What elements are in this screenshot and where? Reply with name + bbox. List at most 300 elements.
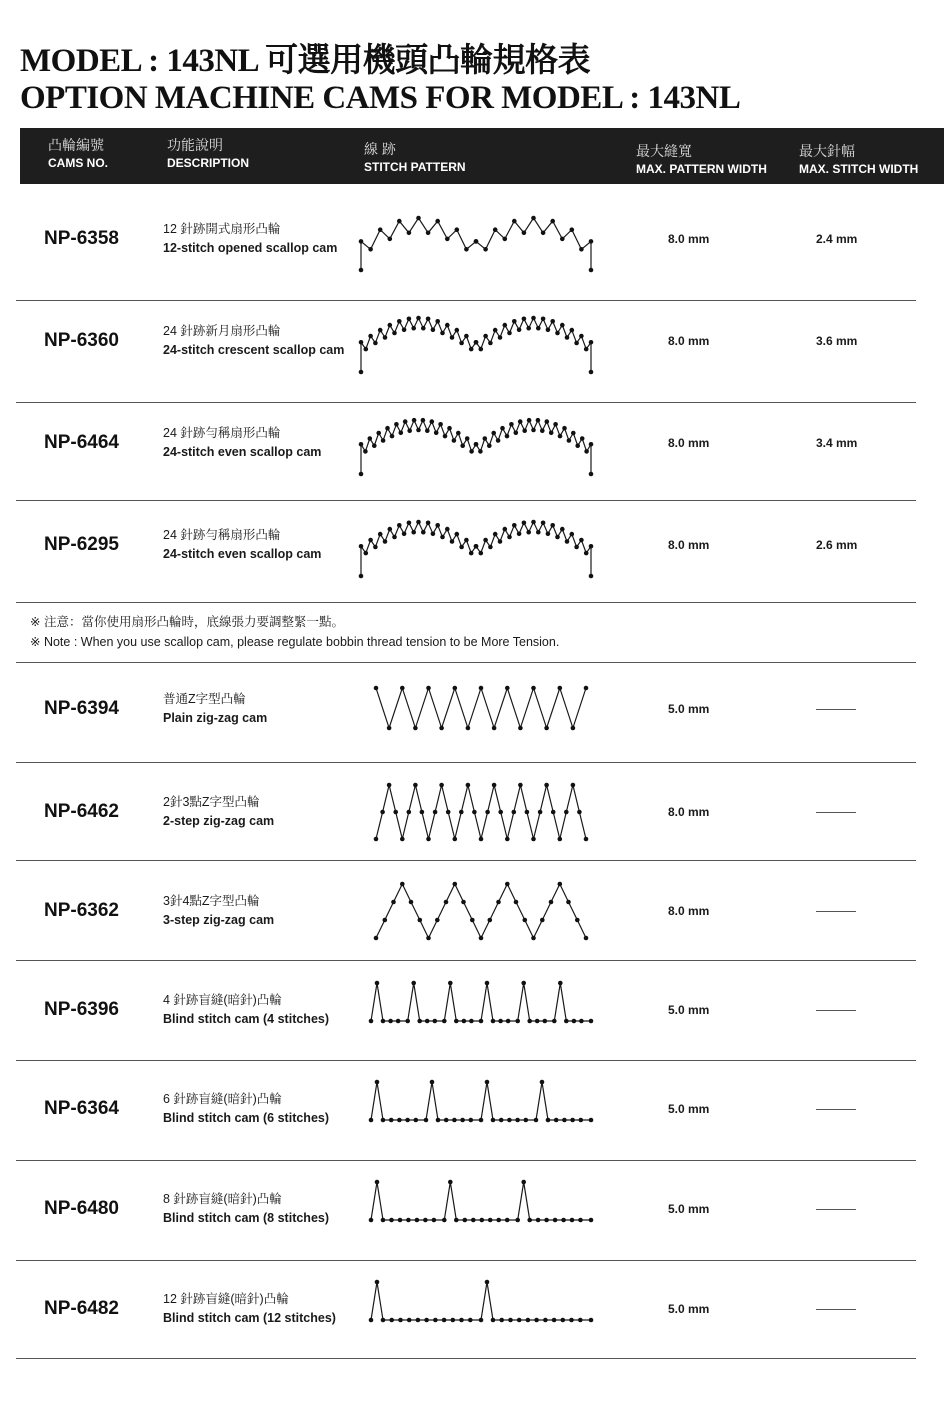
stitch-point xyxy=(491,1019,496,1024)
stitch-point xyxy=(359,239,364,244)
stitch-point xyxy=(375,1280,380,1285)
stitch-line xyxy=(371,1182,591,1220)
stitch-point xyxy=(454,1019,459,1024)
stitch-point xyxy=(491,431,496,436)
cam-description xyxy=(163,690,267,728)
stitch-point xyxy=(433,1318,438,1323)
stitch-point xyxy=(571,783,576,788)
stitch-pattern-blind-4 xyxy=(356,971,601,1051)
stitch-point xyxy=(560,323,565,328)
stitch-point xyxy=(374,837,379,842)
max-stitch-width: 2.6 mm xyxy=(816,538,858,552)
stitch-point xyxy=(558,434,563,439)
stitch-point xyxy=(526,530,531,535)
stitch-point xyxy=(444,900,449,905)
stitch-point xyxy=(561,1318,566,1323)
stitch-point xyxy=(565,539,570,544)
stitch-point xyxy=(369,1218,374,1223)
stitch-point xyxy=(503,527,508,532)
stitch-point xyxy=(469,449,474,454)
stitch-point xyxy=(375,981,380,986)
stitch-point xyxy=(584,347,589,352)
stitch-point xyxy=(562,426,567,431)
max-stitch-width: 3.4 mm xyxy=(816,436,858,450)
max-stitch-width xyxy=(816,1302,856,1316)
stitch-point xyxy=(409,900,414,905)
stitch-point xyxy=(397,219,402,224)
max-pattern-width: 8.0 mm xyxy=(668,334,710,348)
stitch-pattern-zigzag-3step xyxy=(356,872,601,952)
stitch-point xyxy=(499,1118,504,1123)
stitch-point xyxy=(421,326,426,331)
stitch-point xyxy=(498,810,503,815)
stitch-point xyxy=(558,686,563,691)
stitch-point xyxy=(388,1019,393,1024)
max-stitch-width xyxy=(816,702,856,716)
stitch-point xyxy=(388,527,393,532)
stitch-point xyxy=(369,1019,374,1024)
stitch-point xyxy=(468,1318,473,1323)
stitch-point xyxy=(518,783,523,788)
stitch-point xyxy=(570,227,575,232)
stitch-point xyxy=(418,918,423,923)
stitch-point xyxy=(471,1218,476,1223)
stitch-point xyxy=(469,347,474,352)
stitch-point xyxy=(507,535,512,540)
stitch-point xyxy=(460,443,465,448)
stitch-point xyxy=(522,231,527,236)
stitch-point xyxy=(479,686,484,691)
description-zh: 24 針跡勻稱扇形凸輪 xyxy=(163,426,281,440)
header-cams-no: 凸輪編號 CAMS NO. xyxy=(48,137,108,170)
stitch-point xyxy=(496,1218,501,1223)
stitch-point xyxy=(426,231,431,236)
stitch-point xyxy=(426,521,431,526)
stitch-point xyxy=(479,1318,484,1323)
stitch-point xyxy=(574,545,579,550)
stitch-point xyxy=(555,331,560,336)
description-en: Blind stitch cam (4 stitches) xyxy=(163,1012,330,1026)
description-en: 24-stitch even scallop cam xyxy=(163,445,322,459)
stitch-point xyxy=(535,1019,540,1024)
stitch-point xyxy=(485,810,490,815)
stitch-point xyxy=(389,1118,394,1123)
stitch-point xyxy=(398,1318,403,1323)
stitch-point xyxy=(416,216,421,221)
stitch-point xyxy=(469,1118,474,1123)
stitch-point xyxy=(421,418,426,423)
cam-description xyxy=(163,220,337,258)
stitch-point xyxy=(579,1019,584,1024)
stitch-point xyxy=(517,1318,522,1323)
description-zh: 24 針跡新月扇形凸輪 xyxy=(163,324,281,338)
stitch-point xyxy=(522,317,527,322)
stitch-pattern-scallop-even-dense xyxy=(356,404,601,484)
stitch-point xyxy=(359,544,364,549)
stitch-point xyxy=(518,726,523,731)
stitch-point xyxy=(589,370,594,375)
stitch-point xyxy=(459,545,464,550)
max-pattern-width: 8.0 mm xyxy=(668,805,710,819)
stitch-point xyxy=(589,268,594,273)
stitch-point xyxy=(459,341,464,346)
cam-description xyxy=(163,424,321,462)
stitch-point xyxy=(439,726,444,731)
stitch-point xyxy=(378,328,383,333)
cam-description xyxy=(163,322,344,360)
stitch-point xyxy=(478,449,483,454)
stitch-point xyxy=(413,726,418,731)
cam-description xyxy=(163,793,274,831)
stitch-point xyxy=(387,783,392,788)
description-zh: 3針4點Z字型凸輪 xyxy=(163,894,260,908)
stitch-point xyxy=(363,449,368,454)
stitch-point xyxy=(509,422,514,427)
empty-dash xyxy=(816,1309,856,1310)
cam-code: NP-6482 xyxy=(44,1298,119,1319)
stitch-point xyxy=(368,436,373,441)
stitch-point xyxy=(416,520,421,525)
description-zh: 12 針跡開式扇形凸輪 xyxy=(163,222,281,236)
stitch-point xyxy=(372,443,377,448)
stitch-point xyxy=(424,1318,429,1323)
stitch-point xyxy=(411,326,416,331)
stitch-point xyxy=(405,1019,410,1024)
table-row xyxy=(16,660,916,760)
stitch-point xyxy=(385,426,390,431)
stitch-point xyxy=(574,341,579,346)
stitch-point xyxy=(359,442,364,447)
stitch-point xyxy=(438,422,443,427)
stitch-point xyxy=(462,1019,467,1024)
cam-code: NP-6360 xyxy=(44,330,119,351)
stitch-point xyxy=(369,1118,374,1123)
header-max-stitch-width: 最大針幅 MAX. STITCH WIDTH xyxy=(799,143,919,176)
stitch-point xyxy=(454,1218,459,1223)
stitch-point xyxy=(505,686,510,691)
stitch-point xyxy=(374,686,379,691)
stitch-pattern-scallop-open xyxy=(356,200,601,280)
header-description: 功能說明 DESCRIPTION xyxy=(167,137,250,170)
stitch-point xyxy=(407,810,412,815)
max-pattern-width: 8.0 mm xyxy=(668,904,710,918)
stitch-point xyxy=(531,520,536,525)
table-row xyxy=(16,1260,916,1360)
stitch-point xyxy=(558,981,563,986)
stitch-point xyxy=(553,1218,558,1223)
stitch-point xyxy=(407,428,412,433)
stitch-point xyxy=(584,449,589,454)
description-en: 24-stitch even scallop cam xyxy=(163,547,322,561)
stitch-point xyxy=(435,219,440,224)
stitch-point xyxy=(554,1118,559,1123)
stitch-point xyxy=(536,530,541,535)
stitch-point xyxy=(496,900,501,905)
stitch-point xyxy=(589,1118,594,1123)
stitch-point xyxy=(541,317,546,322)
stitch-point xyxy=(445,237,450,242)
stitch-point xyxy=(432,1218,437,1223)
stitch-point xyxy=(434,431,439,436)
max-pattern-width: 8.0 mm xyxy=(668,232,710,246)
stitch-point xyxy=(451,1318,456,1323)
stitch-point xyxy=(440,331,445,336)
stitch-point xyxy=(579,247,584,252)
stitch-point xyxy=(493,227,498,232)
stitch-point xyxy=(527,1019,532,1024)
description-en: 3-step zig-zag cam xyxy=(163,913,275,927)
max-stitch-width xyxy=(816,1102,856,1116)
empty-dash xyxy=(816,1209,856,1210)
stitch-point xyxy=(466,726,471,731)
note-en: ※ Note : When you use scallop cam, please regulate bobbin thread tension to be More Tension. xyxy=(30,635,560,649)
table-row xyxy=(16,1060,916,1160)
table-row xyxy=(16,862,916,962)
stitch-point xyxy=(553,422,558,427)
empty-dash xyxy=(816,812,856,813)
stitch-point xyxy=(416,1318,421,1323)
cam-code: NP-6295 xyxy=(44,534,119,555)
stitch-point xyxy=(450,539,455,544)
stitch-point xyxy=(483,334,488,339)
stitch-point xyxy=(445,323,450,328)
table-header xyxy=(20,128,944,184)
description-zh: 12 針跡盲縫(暗針)凸輪 xyxy=(163,1292,289,1306)
stitch-point xyxy=(572,1019,577,1024)
stitch-point xyxy=(383,335,388,340)
stitch-point xyxy=(564,810,569,815)
stitch-point xyxy=(463,1218,468,1223)
cam-code: NP-6394 xyxy=(44,698,119,719)
description-en: Plain zig-zag cam xyxy=(163,711,268,725)
stitch-point xyxy=(514,431,519,436)
stitch-point xyxy=(403,419,408,424)
stitch-point xyxy=(413,783,418,788)
stitch-point xyxy=(549,900,554,905)
stitch-line xyxy=(376,884,586,938)
stitch-point xyxy=(500,426,505,431)
stitch-point xyxy=(589,442,594,447)
cam-code: NP-6480 xyxy=(44,1198,119,1219)
cam-description xyxy=(163,1190,329,1228)
description-zh: 6 針跡盲縫(暗針)凸輪 xyxy=(163,1092,282,1106)
empty-dash xyxy=(816,1109,856,1110)
stitch-point xyxy=(551,810,556,815)
stitch-point xyxy=(524,1118,529,1123)
stitch-point xyxy=(544,726,549,731)
stitch-point xyxy=(536,418,541,423)
stitch-point xyxy=(426,837,431,842)
stitch-point xyxy=(433,810,438,815)
stitch-point xyxy=(450,335,455,340)
stitch-point xyxy=(431,328,436,333)
stitch-point xyxy=(579,538,584,543)
stitch-point xyxy=(407,1318,412,1323)
stitch-point xyxy=(397,1118,402,1123)
stitch-point xyxy=(506,1019,511,1024)
stitch-point xyxy=(546,1118,551,1123)
max-pattern-width: 5.0 mm xyxy=(668,1102,710,1116)
stitch-point xyxy=(412,418,417,423)
stitch-point xyxy=(579,1118,584,1123)
stitch-point xyxy=(364,551,369,556)
stitch-point xyxy=(433,1019,438,1024)
stitch-point xyxy=(479,1118,484,1123)
stitch-point xyxy=(541,521,546,526)
stitch-point xyxy=(459,1318,464,1323)
stitch-point xyxy=(498,335,503,340)
stitch-point xyxy=(540,428,545,433)
stitch-point xyxy=(470,918,475,923)
stitch-point xyxy=(514,900,519,905)
stitch-point xyxy=(525,810,530,815)
max-pattern-width: 5.0 mm xyxy=(668,1003,710,1017)
stitch-point xyxy=(431,532,436,537)
stitch-point xyxy=(387,726,392,731)
header-max-pattern-width: 最大縫寬 MAX. PATTERN WIDTH xyxy=(636,143,767,176)
description-en: 24-stitch crescent scallop cam xyxy=(163,343,345,357)
stitch-point xyxy=(430,419,435,424)
stitch-point xyxy=(558,882,563,887)
stitch-point xyxy=(381,1118,386,1123)
stitch-point xyxy=(552,1318,557,1323)
stitch-point xyxy=(492,726,497,731)
cam-code: NP-6364 xyxy=(44,1098,119,1119)
stitch-point xyxy=(498,539,503,544)
stitch-point xyxy=(578,1218,583,1223)
stitch-point xyxy=(378,532,383,537)
stitch-pattern-zigzag-2step xyxy=(356,773,601,853)
stitch-point xyxy=(552,1019,557,1024)
table-row xyxy=(16,392,916,496)
stitch-point xyxy=(472,810,477,815)
stitch-point xyxy=(407,231,412,236)
stitch-point xyxy=(440,535,445,540)
stitch-point xyxy=(487,443,492,448)
stitch-point xyxy=(435,918,440,923)
stitch-point xyxy=(571,726,576,731)
stitch-point xyxy=(485,981,490,986)
table-row xyxy=(16,290,916,394)
stitch-point xyxy=(400,686,405,691)
stitch-point xyxy=(577,810,582,815)
stitch-point xyxy=(564,1019,569,1024)
cam-code: NP-6396 xyxy=(44,999,119,1020)
stitch-point xyxy=(540,918,545,923)
stitch-point xyxy=(400,837,405,842)
stitch-point xyxy=(570,1218,575,1223)
stitch-point xyxy=(558,837,563,842)
description-en: 12-stitch opened scallop cam xyxy=(163,241,338,255)
stitch-point xyxy=(474,442,479,447)
table-row xyxy=(16,188,916,292)
stitch-point xyxy=(571,431,576,436)
empty-dash xyxy=(816,911,856,912)
stitch-point xyxy=(405,1118,410,1123)
cam-description xyxy=(163,991,329,1029)
stitch-point xyxy=(488,1218,493,1223)
stitch-point xyxy=(531,686,536,691)
stitch-point xyxy=(480,1218,485,1223)
stitch-point xyxy=(567,438,572,443)
stitch-point xyxy=(381,1218,386,1223)
stitch-point xyxy=(402,532,407,537)
stitch-point xyxy=(589,472,594,477)
stitch-point xyxy=(392,535,397,540)
stitch-point xyxy=(534,1118,539,1123)
max-pattern-width: 8.0 mm xyxy=(668,538,710,552)
stitch-point xyxy=(446,810,451,815)
stitch-point xyxy=(407,317,412,322)
stitch-point xyxy=(521,1180,526,1185)
stitch-point xyxy=(517,328,522,333)
stitch-point xyxy=(493,532,498,537)
stitch-line xyxy=(361,420,591,474)
max-stitch-width xyxy=(816,805,856,819)
stitch-point xyxy=(469,551,474,556)
stitch-point xyxy=(455,532,460,537)
page-subtitle: OPTION MACHINE CAMS FOR MODEL : 143NL xyxy=(20,80,741,116)
stitch-point xyxy=(378,227,383,232)
stitch-line xyxy=(371,1282,591,1320)
max-stitch-width xyxy=(816,1202,856,1216)
stitch-point xyxy=(589,544,594,549)
stitch-point xyxy=(389,1218,394,1223)
stitch-point xyxy=(368,538,373,543)
stitch-point xyxy=(464,538,469,543)
stitch-point xyxy=(452,438,457,443)
stitch-point xyxy=(545,419,550,424)
table-row xyxy=(16,494,916,598)
description-zh: 8 針跡盲縫(暗針)凸輪 xyxy=(163,1192,282,1206)
description-zh: 4 針跡盲縫(暗針)凸輪 xyxy=(163,993,282,1007)
stitch-point xyxy=(435,523,440,528)
stitch-point xyxy=(423,1218,428,1223)
stitch-point xyxy=(459,810,464,815)
stitch-line xyxy=(371,983,591,1021)
stitch-point xyxy=(546,532,551,537)
stitch-point xyxy=(479,1019,484,1024)
stitch-point xyxy=(589,340,594,345)
stitch-point xyxy=(589,574,594,579)
stitch-point xyxy=(426,317,431,322)
empty-dash xyxy=(816,1010,856,1011)
stitch-point xyxy=(460,1118,465,1123)
stitch-point xyxy=(400,882,405,887)
stitch-point xyxy=(411,981,416,986)
description-zh: 2針3點Z字型凸輪 xyxy=(163,795,260,809)
stitch-point xyxy=(381,438,386,443)
stitch-point xyxy=(445,527,450,532)
stitch-point xyxy=(444,1118,449,1123)
stitch-point xyxy=(589,1318,594,1323)
stitch-point xyxy=(425,428,430,433)
stitch-point xyxy=(544,783,549,788)
stitch-point xyxy=(526,326,531,331)
stitch-pattern-scallop-crescent xyxy=(356,302,601,382)
stitch-point xyxy=(566,900,571,905)
stitch-point xyxy=(550,319,555,324)
stitch-point xyxy=(543,1318,548,1323)
stitch-point xyxy=(397,523,402,528)
stitch-point xyxy=(531,316,536,321)
stitch-point xyxy=(505,1218,510,1223)
stitch-point xyxy=(474,544,479,549)
stitch-point xyxy=(507,1118,512,1123)
stitch-point xyxy=(512,810,517,815)
row-divider xyxy=(16,602,916,603)
stitch-point xyxy=(569,1318,574,1323)
